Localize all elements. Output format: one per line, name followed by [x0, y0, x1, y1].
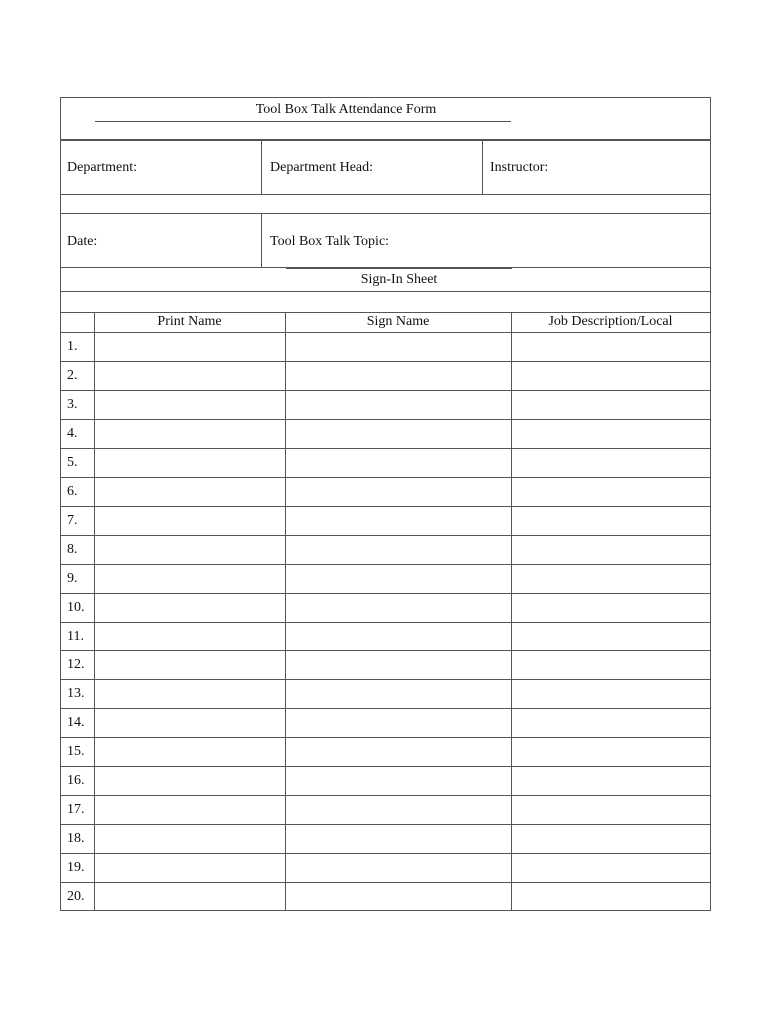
row-number: 17.	[67, 802, 85, 818]
job-description-field[interactable]	[514, 451, 711, 476]
row-number: 6.	[67, 483, 78, 499]
row-number: 10.	[67, 599, 85, 615]
job-description-field[interactable]	[514, 335, 711, 360]
divider	[261, 213, 262, 267]
print-name-field[interactable]	[97, 682, 286, 707]
job-description-field[interactable]	[514, 567, 711, 592]
row-number: 18.	[67, 831, 85, 847]
divider	[482, 140, 483, 194]
sign-name-field[interactable]	[288, 567, 512, 592]
job-description-field[interactable]	[514, 769, 711, 794]
print-name-field[interactable]	[97, 567, 286, 592]
print-name-field[interactable]	[97, 769, 286, 794]
row-divider	[61, 506, 710, 507]
date-label: Date:	[67, 234, 98, 249]
row-divider	[61, 448, 710, 449]
row-divider	[61, 622, 710, 623]
job-description-field[interactable]	[514, 480, 711, 505]
row-number: 1.	[67, 339, 78, 354]
divider	[61, 140, 710, 141]
sign-name-field[interactable]	[288, 885, 512, 910]
sign-name-field[interactable]	[288, 393, 512, 418]
divider	[61, 194, 710, 195]
department-head-field[interactable]	[389, 156, 481, 180]
job-description-field[interactable]	[514, 509, 711, 534]
title-underline	[95, 121, 511, 122]
row-number: 3.	[67, 396, 78, 412]
row-divider	[61, 737, 710, 738]
row-divider	[61, 419, 710, 420]
sign-name-field[interactable]	[288, 364, 512, 389]
row-number: 8.	[67, 541, 78, 557]
job-description-field[interactable]	[514, 798, 711, 823]
sign-name-field[interactable]	[288, 682, 512, 707]
row-number: 19.	[67, 860, 85, 876]
sign-name-field[interactable]	[288, 827, 512, 852]
sign-name-field[interactable]	[288, 480, 512, 505]
instructor-label: Instructor:	[490, 160, 549, 175]
row-number: 5.	[67, 454, 78, 470]
job-description-field[interactable]	[514, 596, 711, 621]
row-number: 4.	[67, 425, 78, 441]
attendance-form	[60, 97, 711, 911]
row-divider	[61, 853, 710, 854]
sign-name-field[interactable]	[288, 596, 512, 621]
job-description-field[interactable]	[514, 364, 711, 389]
department-label: Department:	[67, 160, 137, 175]
job-description-field[interactable]	[514, 885, 711, 910]
job-description-field[interactable]	[514, 653, 711, 678]
department-field[interactable]	[149, 156, 259, 180]
row-divider	[61, 361, 710, 362]
sign-name-field[interactable]	[288, 509, 512, 534]
row-divider	[61, 390, 710, 391]
print-name-field[interactable]	[97, 856, 286, 881]
print-name-field[interactable]	[97, 596, 286, 621]
row-divider	[61, 766, 710, 767]
job-description-field[interactable]	[514, 422, 711, 447]
sign-name-field[interactable]	[288, 653, 512, 678]
row-divider	[61, 477, 710, 478]
row-divider	[61, 824, 710, 825]
job-description-field[interactable]	[514, 682, 711, 707]
sign-name-field[interactable]	[288, 538, 512, 563]
divider	[286, 268, 512, 269]
row-number: 11.	[67, 628, 84, 644]
column-divider	[94, 312, 95, 911]
print-name-field[interactable]	[97, 393, 286, 418]
row-divider	[61, 795, 710, 796]
sign-name-field[interactable]	[288, 798, 512, 823]
print-name-field[interactable]	[97, 885, 286, 910]
sign-name-field[interactable]	[288, 451, 512, 476]
row-divider	[61, 593, 710, 594]
row-divider	[61, 708, 710, 709]
row-divider	[61, 882, 710, 883]
sheet-title: Sign-In Sheet	[360, 272, 438, 287]
print-name-field[interactable]	[97, 653, 286, 678]
divider	[61, 291, 710, 292]
row-divider	[61, 535, 710, 536]
divider	[61, 213, 710, 214]
divider	[261, 140, 262, 194]
print-name-field[interactable]	[97, 335, 286, 360]
sign-name-field[interactable]	[288, 856, 512, 881]
topic-label: Tool Box Talk Topic:	[270, 234, 390, 249]
column-header: Print Name	[157, 314, 222, 329]
form-title: Tool Box Talk Attendance Form	[255, 102, 437, 117]
job-description-field[interactable]	[514, 856, 711, 881]
column-header: Job Description/Local	[548, 314, 673, 329]
job-description-field[interactable]	[514, 625, 711, 650]
divider	[61, 312, 710, 313]
header-divider	[61, 332, 710, 333]
topic-field[interactable]	[403, 230, 707, 254]
sign-name-field[interactable]	[288, 335, 512, 360]
row-number: 16.	[67, 773, 85, 789]
row-number: 14.	[67, 715, 85, 731]
job-description-field[interactable]	[514, 827, 711, 852]
row-number: 2.	[67, 367, 78, 383]
job-description-field[interactable]	[514, 711, 711, 736]
print-name-field[interactable]	[97, 538, 286, 563]
row-divider	[61, 679, 710, 680]
print-name-field[interactable]	[97, 798, 286, 823]
job-description-field[interactable]	[514, 740, 711, 765]
job-description-field[interactable]	[514, 393, 711, 418]
sign-name-field[interactable]	[288, 422, 512, 447]
job-description-field[interactable]	[514, 538, 711, 563]
print-name-field[interactable]	[97, 740, 286, 765]
row-number: 13.	[67, 686, 85, 702]
row-number: 7.	[67, 512, 78, 528]
column-header: Sign Name	[366, 314, 430, 329]
sign-name-field[interactable]	[288, 625, 512, 650]
print-name-field[interactable]	[97, 480, 286, 505]
print-name-field[interactable]	[97, 422, 286, 447]
sign-name-field[interactable]	[288, 769, 512, 794]
instructor-field[interactable]	[561, 156, 708, 180]
print-name-field[interactable]	[97, 451, 286, 476]
row-number: 20.	[67, 889, 85, 905]
row-divider	[61, 650, 710, 651]
print-name-field[interactable]	[97, 364, 286, 389]
row-divider	[61, 564, 710, 565]
department-head-label: Department Head:	[270, 160, 374, 175]
row-number: 15.	[67, 744, 85, 760]
row-number: 12.	[67, 657, 85, 673]
print-name-field[interactable]	[97, 827, 286, 852]
print-name-field[interactable]	[97, 509, 286, 534]
print-name-field[interactable]	[97, 711, 286, 736]
date-field[interactable]	[103, 230, 259, 254]
print-name-field[interactable]	[97, 625, 286, 650]
row-number: 9.	[67, 570, 78, 586]
sign-name-field[interactable]	[288, 740, 512, 765]
sign-name-field[interactable]	[288, 711, 512, 736]
